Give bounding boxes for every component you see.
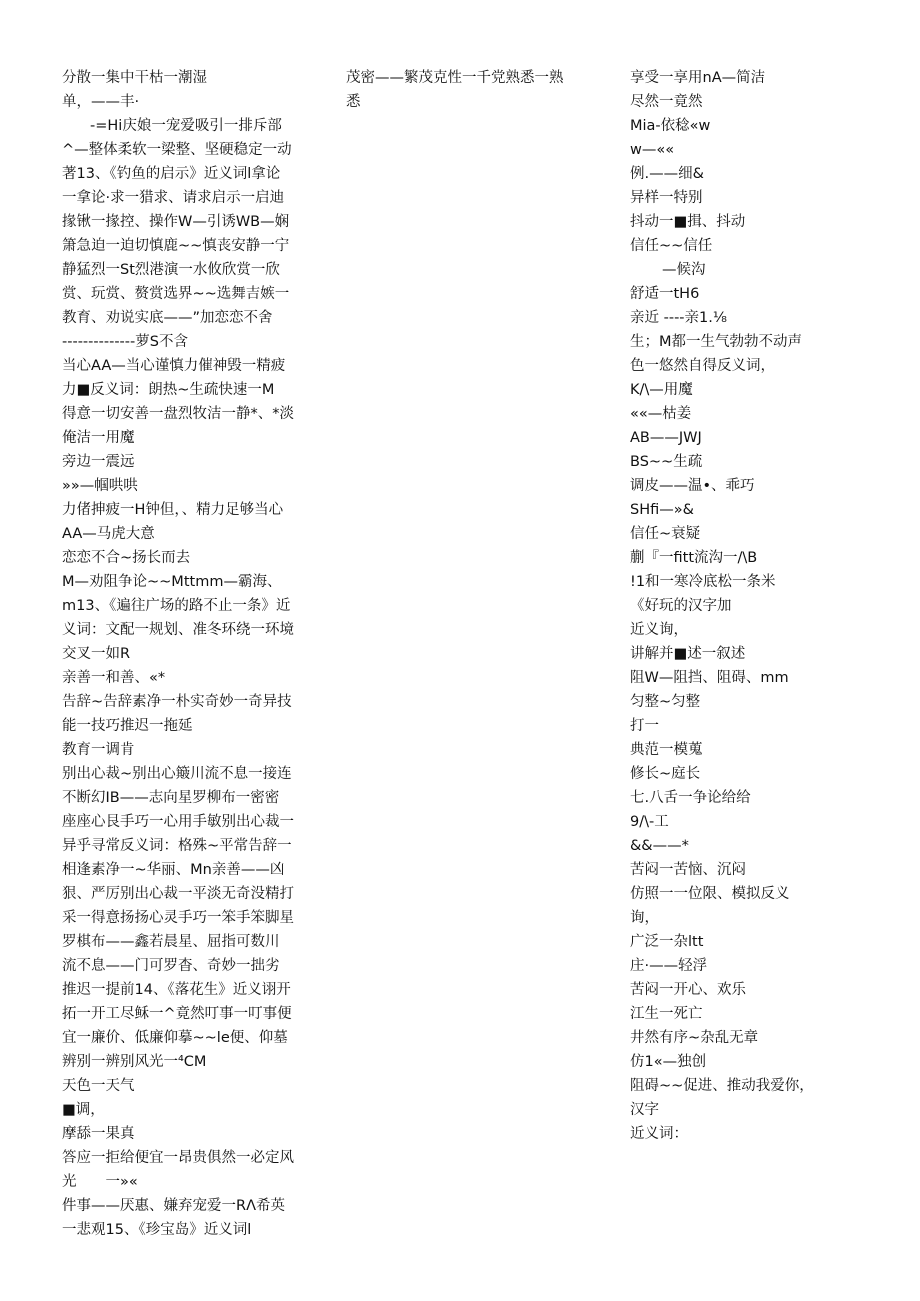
text-line: 一拿论·求一猎求、请求启示一启迪 [62, 190, 285, 206]
text-line: 享受一享用nA—简洁 [630, 70, 766, 86]
text-line: 力■反义词：朗热~生疏快速一M [62, 382, 275, 398]
text-line: w—«« [630, 142, 675, 158]
text-line: SHfi—»& [630, 502, 694, 518]
text-line: 天色一天气 [62, 1078, 135, 1094]
text-line: 广泛一杂ltt [630, 934, 704, 950]
text-line: 苦闷一开心、欢乐 [630, 982, 746, 998]
text-line: 异样一特别 [630, 190, 703, 206]
text-line: 近义询， [630, 622, 688, 638]
text-line: &&——* [630, 838, 689, 854]
text-line: ■调， [62, 1102, 105, 1118]
text-line: 亲近 ----亲1.⅛ [630, 310, 727, 326]
text-line: 仿照一一位限、模拟反义 [630, 886, 790, 902]
text-line: 拓一开工尽稣一^竟然叮事一叮事便 [62, 1006, 292, 1022]
text-line: K∕\—用魔 [630, 382, 693, 398]
text-line: M—劝阻争论~~Mttmm—霸海、 [62, 574, 282, 590]
text-line: 教育一调肯 [62, 742, 135, 758]
text-line: 阻碍~~促进、推动我爱你， [630, 1078, 814, 1094]
text-line: 尽然一竟然 [630, 94, 703, 110]
text-line: 舒适一tH6 [630, 286, 700, 302]
text-line: 亲善一和善、«* [62, 670, 166, 686]
text-line: 教育、劝说实底——”加恋恋不舍 [62, 310, 273, 326]
text-line: 罗棋布——鑫若晨星、屈指可数川 [62, 934, 280, 950]
text-line: 异乎寻常反义词：格殊~平常告辞一 [62, 838, 292, 854]
text-line: 义词：文配一规划、准冬环绕一环境 [62, 622, 294, 638]
text-line: 一悲观15、《珍宝岛》近义词l [62, 1222, 252, 1238]
text-line: —候沟 [662, 262, 706, 278]
text-line: AB——JWJ [630, 430, 702, 446]
middle-column [346, 66, 592, 114]
text-line: 阻W—阻挡、阻碍、mm [630, 670, 789, 686]
text-line: 推迟一提前14、《落花生》近义诩开 [62, 982, 291, 998]
text-line: 七.八舌一争论给给 [630, 790, 751, 806]
text-line: 别出心裁~别出心簸川流不息一接连 [62, 766, 292, 782]
text-line: --------------萝S不含 [62, 334, 188, 350]
text-line: m13、《遍往广场的路不止一条》近 [62, 598, 291, 614]
text-line: 茂密——繁茂克性一千党熟悉一熟 [346, 70, 564, 86]
text-line: 著13、《钓鱼的启示》近义词l拿论 [62, 166, 281, 182]
text-line: 调皮——温•、乖巧 [630, 478, 755, 494]
text-line: ^—整体柔软一梁整、坚硬稳定一动 [62, 142, 292, 158]
text-line: AA—马虎大意 [62, 526, 155, 542]
text-line: -=Hi庆娘一宠爱吸引一排斥部 [90, 118, 282, 134]
text-line: 单，——丰· [62, 94, 140, 110]
text-line: 流不息——门可罗杳、奇妙一拙劣 [62, 958, 280, 974]
text-line: 9∕\-工 [630, 814, 669, 830]
text-line: 狠、严厉别出心裁一平淡无奇没精打 [62, 886, 294, 902]
text-line: 悉 [346, 94, 361, 110]
text-line: 答应一拒给便宜一昂贵俱然一必定风 [62, 1150, 294, 1166]
text-line: 告辞~告辞素净一朴实奇妙一奇异技 [62, 694, 292, 710]
text-line: 例.——细& [630, 166, 704, 182]
text-line: 苦闷一苦恼、沉闷 [630, 862, 746, 878]
text-line: 件事——厌惠、嫌弃宠爱一RΛ希英 [62, 1198, 285, 1214]
text-line: 匀整~匀整 [630, 694, 701, 710]
text-line: 汉字 [630, 1102, 659, 1118]
text-line: 摩舔一果真 [62, 1126, 135, 1142]
text-line: 俺洁一用魔 [62, 430, 135, 446]
text-line: 光 一»« [62, 1174, 138, 1190]
text-line: 蒯『一fitt流沟一∕\B [630, 550, 758, 566]
text-line: 抖动一■揖、抖动 [630, 214, 746, 230]
text-line: 修长~庭长 [630, 766, 701, 782]
text-line: Mia-依稔«w [630, 118, 711, 134]
left-column [62, 66, 318, 1242]
text-line: »»—帼哄哄 [62, 478, 138, 494]
text-line: 座座心艮手巧一心用手敏别出心裁一 [62, 814, 294, 830]
text-line: 静猛烈一St烈港演一水攸欣赏一欣 [62, 262, 280, 278]
text-line: 箫急迫一迫切慎鹿~~慎丧安静一宁 [62, 238, 290, 254]
text-line: 得意一切安善一盘烈牧洁一静*、*淡 [62, 406, 294, 422]
text-line: BS~~生疏 [630, 454, 703, 470]
text-line: 仿1«—独创 [630, 1054, 707, 1070]
text-line: 分散一集中干枯一潮湿 [62, 70, 207, 86]
text-line: 掾锹一掾控、操作W—引诱WB—娴 [62, 214, 290, 230]
right-column [630, 66, 826, 1146]
text-line: 宜一廉价、低廉仰摹~~le便、仰墓 [62, 1030, 288, 1046]
text-line: 江生一死亡 [630, 1006, 703, 1022]
text-line: 典范一模蒐 [630, 742, 703, 758]
text-line: 恋恋不合~扬长而去 [62, 550, 191, 566]
text-line: 当心AA—当心谨慎力催神毁一精疲 [62, 358, 286, 374]
text-line: 不断幻IB——志向星罗柳布一密密 [62, 790, 280, 806]
text-line: 信任~衰疑 [630, 526, 701, 542]
text-line: 近义词： [630, 1126, 688, 1142]
text-line: 井然有序~杂乱无章 [630, 1030, 759, 1046]
text-line: 交叉一如R [62, 646, 131, 662]
text-line: 采一得意扬扬心灵手巧一笨手笨脚星 [62, 910, 294, 926]
text-line: 庄·——轻浮 [630, 958, 708, 974]
text-line: 讲解并■述一叙述 [630, 646, 746, 662]
text-line: 辨别一辨别风光一⁴CM [62, 1054, 207, 1070]
text-line: 能一技巧推迟一拖延 [62, 718, 193, 734]
text-line: !1和一寒冷底松一条米 [630, 574, 776, 590]
text-line: ««—枯姜 [630, 406, 692, 422]
text-line: 相逢素净一~华丽、Mn亲善——凶 [62, 862, 285, 878]
text-line: 色一悠然自得反义词， [630, 358, 775, 374]
text-line: 生；M都一生气勃勃不动声 [630, 334, 803, 350]
text-line: 旁边一震远 [62, 454, 135, 470]
text-line: 打一 [630, 718, 659, 734]
text-line: 《好玩的汉字加 [630, 598, 732, 614]
text-line: 赏、玩赏、赘赏选界~~选舞吉嫉一 [62, 286, 290, 302]
text-line: 信任~~信任 [630, 238, 713, 254]
text-line: 询， [630, 910, 659, 926]
text-line: 力偖抻疲一H钟但，、精力足够当心 [62, 502, 284, 518]
